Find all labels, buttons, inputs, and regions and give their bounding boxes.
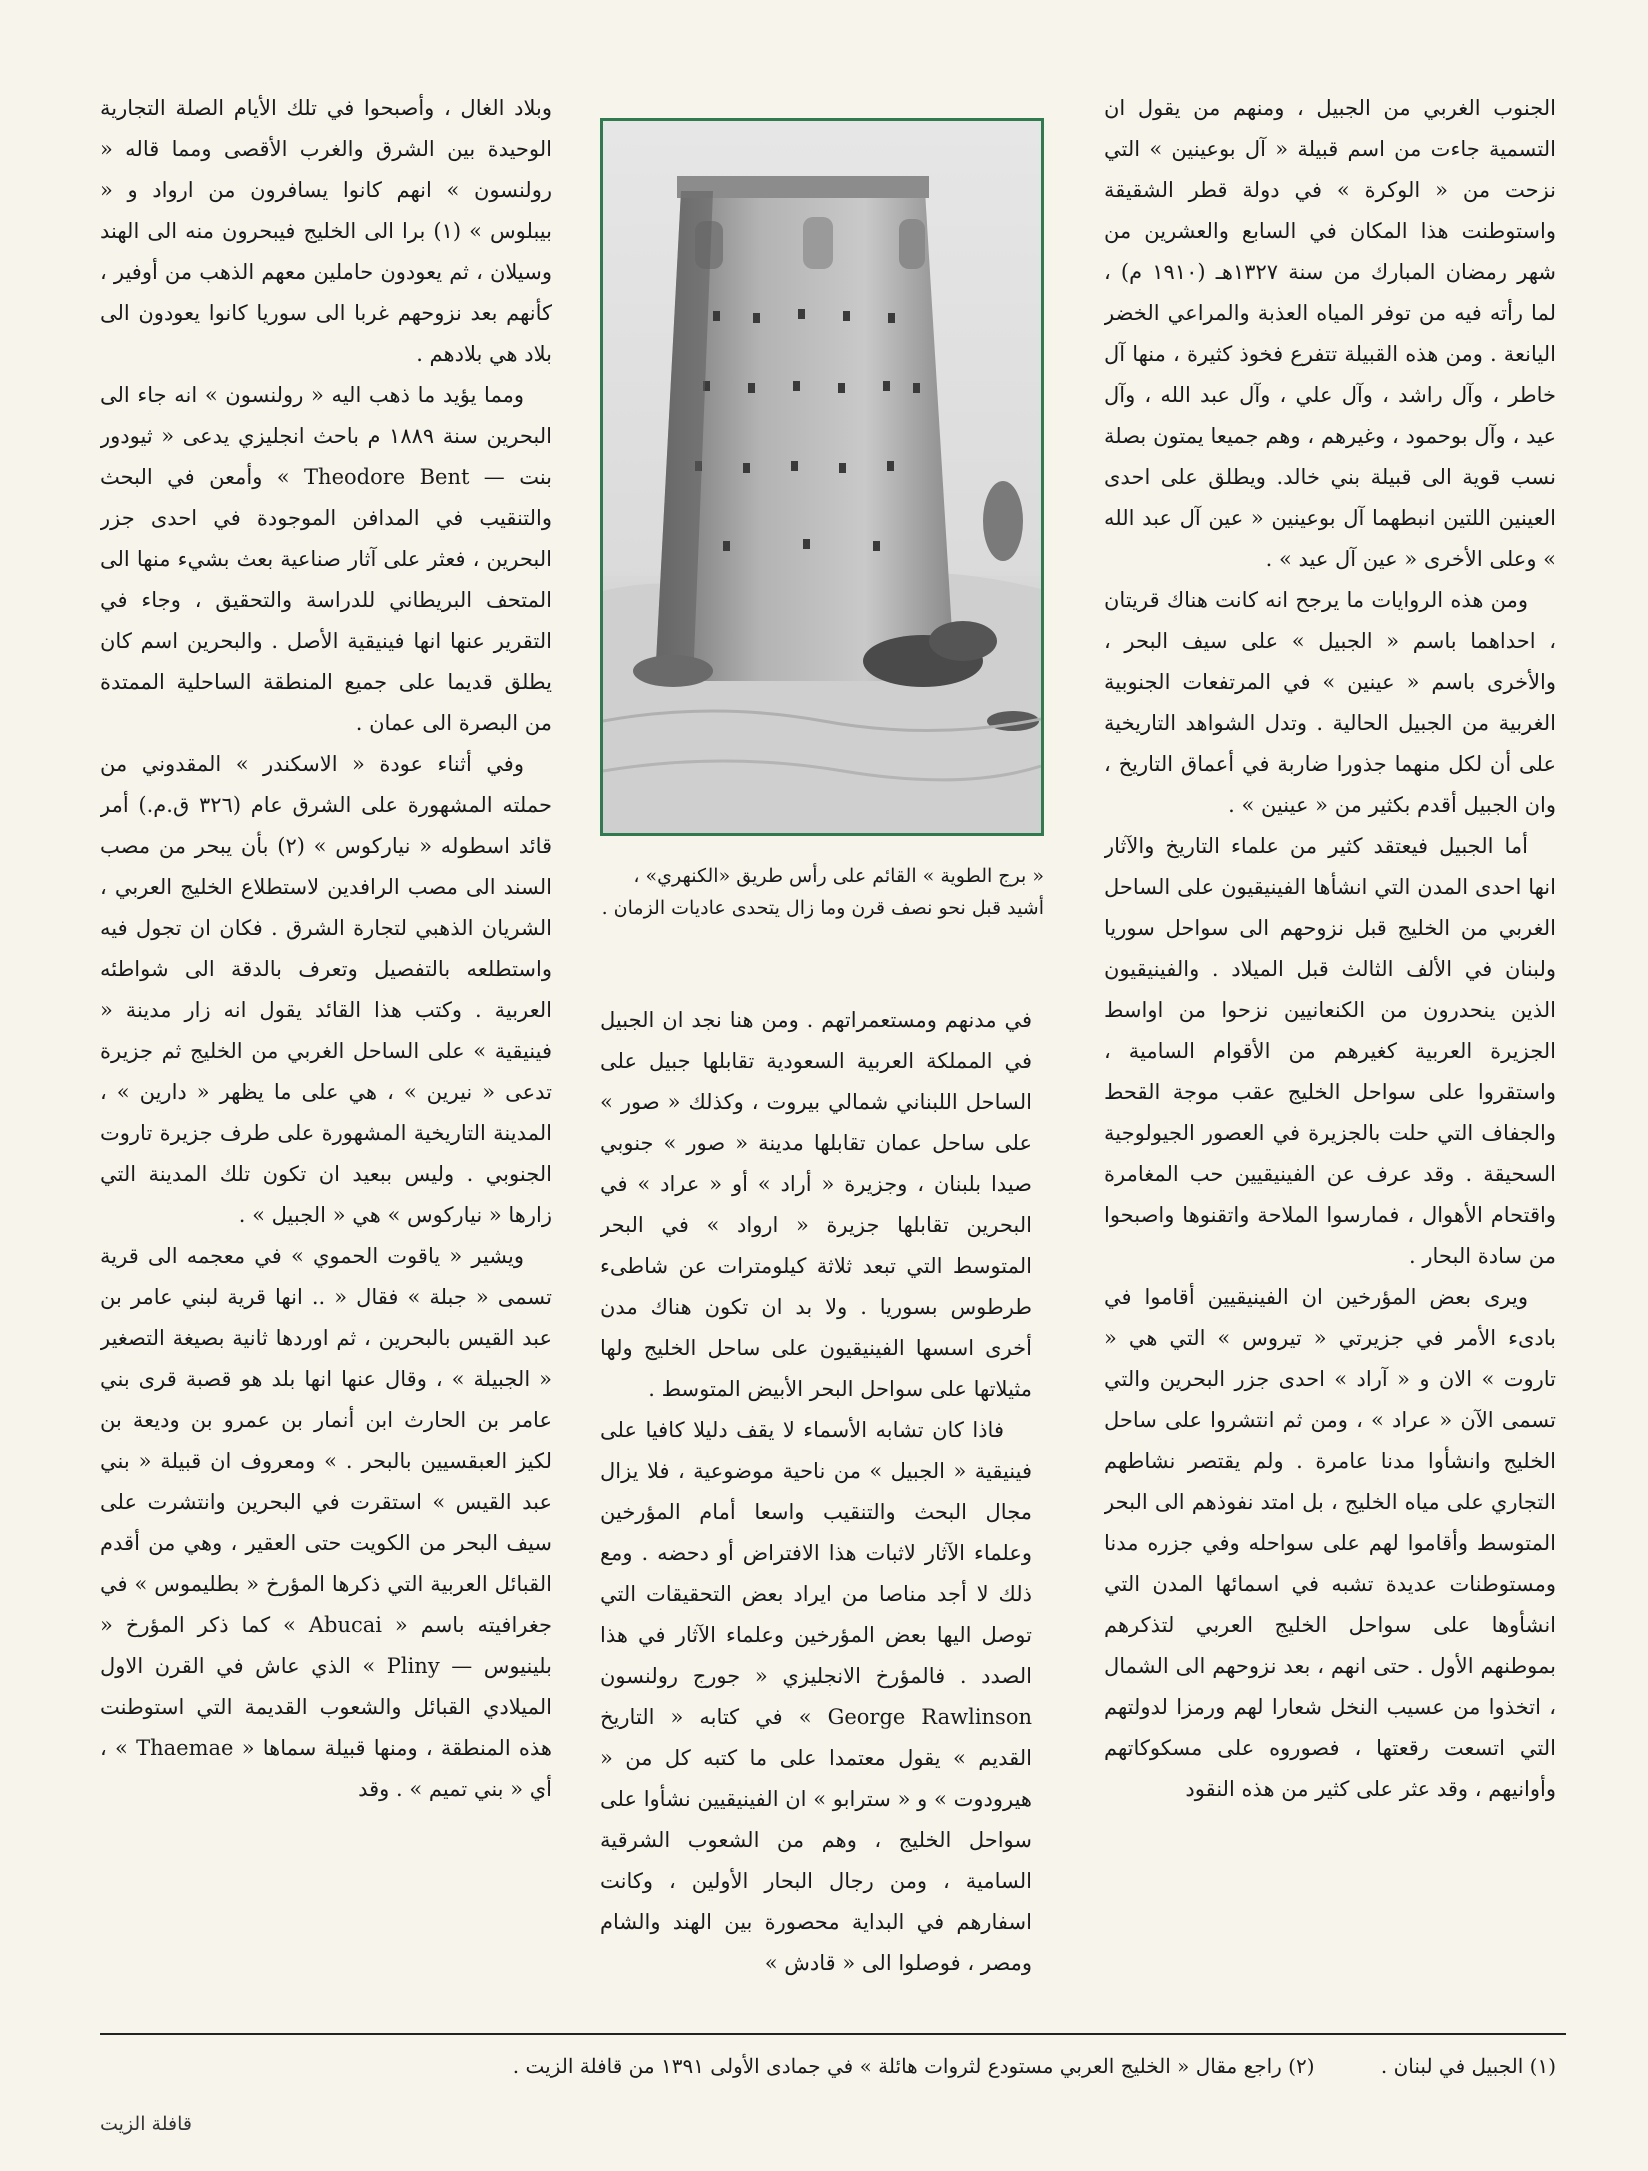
magazine-name: قافلة الزيت <box>100 2113 192 2135</box>
paragraph: وبلاد الغال ، وأصبحوا في تلك الأيام الصلة التجارية الوحيدة بين الشرق والغرب الأقصى ومما قاله « رولنسون » انهم كانوا يسافرون من ارواد و « بيبلوس » (١) برا الى الخليج فيبحرون منه الى الهند وسيلان ، ثم يعودون حاملين معهم الذهب من أوفير ، كأنهم بعد نزوحهم غربا الى سوريا كانوا يعودون الى بلاد هي بلادهم . <box>100 96 552 366</box>
paragraph: ويشير « ياقوت الحموي » في معجمه الى قرية تسمى « جبلة » فقال « .. انها قرية لبني عامر بن عبد القيس بالبحرين ، ثم اوردها ثانية بصيغة التصغير « الجبيلة » ، وقال عنها انها بلد هو قصبة قرى بني عامر بن الحارث ابن أنمار بن عمرو بن وديعة بن لكيز العبقسيين بالبحر . » ومعروف ان قبيلة « بني عبد القيس » استقرت في البحرين وانتشرت على سيف البحر من الكويت حتى العقير ، وهي من أقدم القبائل العربية التي ذكرها المؤرخ « بطليموس » في جغرافيته باسم « Abucai » كما ذكر المؤرخ « بلينيوس — Pliny » الذي عاش في القرن الاول الميلادي القبائل والشعوب القديمة التي استوطنت هذه المنطقة ، ومنها قبيلة سماها « Thaemae » ، أي « بني تميم » . وقد <box>100 1244 552 1801</box>
paragraph: الجنوب الغربي من الجبيل ، ومنهم من يقول ان التسمية جاءت من اسم قبيلة « آل بوعينين » التي نزحت من « الوكرة » في دولة قطر الشقيقة واستوطنت هذا المكان في السابع والعشرين من شهر رمضان المبارك من سنة ١٣٢٧هـ (١٩١٠ م) ، لما رأته فيه من توفر المياه العذبة والمراعي الخضر اليانعة . ومن هذه القبيلة تتفرع فخوذ كثيرة ، منها آل خاطر ، وآل راشد ، وآل علي ، وآل عبد الله ، وآل عيد ، وآل بوحمود ، وغيرهم ، وهم جميعا يمتون بصلة نسب قوية الى قبيلة بني خالد. ويطلق على احدى العينين اللتين انبطهما آل بوعينين « عين آل عبد الله » وعلى الأخرى « عين آل عيد » . <box>1104 96 1556 571</box>
paragraph: ومما يؤيد ما ذهب اليه « رولنسون » انه جاء الى البحرين سنة ١٨٨٩ م باحث انجليزي يدعى « ثيودور بنت — Theodore Bent » وأمعن في البحث والتنقيب في المدافن الموجودة في احدى جزر البحرين ، فعثر على آثار صناعية بعث بشيء منها الى المتحف البريطاني للدراسة والتحقيق ، وجاء في التقرير عنها انها فينيقية الأصل . والبحرين اسم كان يطلق قديما على جميع المنطقة الساحلية الممتدة من البصرة الى عمان . <box>100 383 552 735</box>
text-column-left <box>100 88 552 2023</box>
paragraph: ومن هذه الروايات ما يرجح انه كانت هناك قريتان ، احداهما باسم « الجبيل » على سيف البحر ، والأخرى باسم « عينين » في المرتفعات الجنوبية الغربية من الجبيل الحالية . وتدل الشواهد التاريخية على أن لكل منهما جذورا ضاربة في أعماق التاريخ ، وان الجبيل أقدم بكثير من « عينين » . <box>1104 588 1556 817</box>
paragraph: ويرى بعض المؤرخين ان الفينيقيين أقاموا في بادىء الأمر في جزيرتي « تيروس » التي هي « تاروت » الان و « آراد » احدى جزر البحرين والتي تسمى الآن « عراد » ، ومن ثم انتشروا على ساحل الخليج وانشأوا مدنا عامرة . ولم يقتصر نشاطهم التجاري على مياه الخليج ، بل امتد نفوذهم الى البحر المتوسط وأقاموا لهم على سواحله وفي جزره مدنا ومستوطنات عديدة تشبه في اسمائها المدن التي انشأوها على سواحل الخليج العربي لتذكرهم بموطنهم الأول . حتى انهم ، بعد نزوحهم الى الشمال ، اتخذوا من عسيب النخل شعارا لهم ورمزا لدولتهم التي اتسعت رقعتها ، فصوروه على مسكوكاتهم وأوانيهم ، وقد عثر على كثير من هذه النقود <box>1104 1285 1556 1801</box>
paragraph: أما الجبيل فيعتقد كثير من علماء التاريخ والآثار انها احدى المدن التي انشأها الفينيقيون على الساحل الغربي من الخليج قبل نزوحهم الى سواحل سوريا ولبنان في الألف الثالث قبل الميلاد . والفينيقيون الذين ينحدرون من الكنعانيين نزحوا من اواسط الجزيرة العربية كغيرهم من الأقوام السامية ، واستقروا على سواحل الخليج عقب موجة القحط والجفاف التي حلت بالجزيرة في العصور الجيولوجية السحيقة . وقد عرف عن الفينيقيين حب المغامرة واقتحام الأهوال ، فمارسوا الملاحة واتقنوها واصبحوا من سادة البحار . <box>1104 834 1556 1268</box>
footnote-1: (١) الجبيل في لبنان . <box>1380 2054 1556 2078</box>
photo-caption: « برج الطوية » القائم على رأس طريق «الكنهري» ، أشيد قبل نحو نصف قرن وما زال يتحدى عاديات الزمان . <box>601 865 1044 919</box>
tower-photo <box>600 118 1044 836</box>
footnote-2: (٢) راجع مقال « الخليج العربي مستودع لثروات هائلة » في جمادى الأولى ١٣٩١ من قافلة الزيت . <box>512 2054 1315 2078</box>
paragraph: فاذا كان تشابه الأسماء لا يقف دليلا كافيا على فينيقية « الجبيل » من ناحية موضوعية ، فلا يزال مجال البحث والتنقيب واسعا أمام المؤرخين وعلماء الآثار لاثبات هذا الافتراض أو دحضه . ومع ذلك لا أجد مناصا من ايراد بعض التحقيقات التي توصل اليها بعض المؤرخين وعلماء الآثار في هذا الصدد . فالمؤرخ الانجليزي « جورج رولنسون George Rawlinson » في كتابه « التاريخ القديم » يقول معتمدا على ما كتبه كل من « هيرودوت » و « سترابو » ان الفينيقيين نشأوا على سواحل الخليج ، وهم من الشعوب الشرقية السامية ، ومن رجال البحار الأولين ، وكانت اسفارهم في البداية محصورة بين الهند والشام ومصر ، فوصلوا الى « قادش » <box>600 1418 1032 1975</box>
tower-illustration <box>603 121 1041 833</box>
text-column-right <box>1104 88 1556 2023</box>
text-column-middle <box>600 1000 1032 2023</box>
footnote-divider <box>100 2033 1566 2035</box>
paragraph: في مدنهم ومستعمراتهم . ومن هنا نجد ان الجبيل في المملكة العربية السعودية تقابلها جبيل على الساحل اللبناني شمالي بيروت ، وكذلك « صور » على ساحل عمان تقابلها مدينة « صور » جنوبي صيدا بلبنان ، وجزيرة « أراد » أو « عراد » في البحرين تقابلها جزيرة « ارواد » في البحر المتوسط التي تبعد ثلاثة كيلومترات عن شاطىء طرطوس بسوريا . ولا بد ان تكون هناك مدن أخرى اسسها الفينيقيون على ساحل الخليج ولها مثيلاتها على سواحل البحر الأبيض المتوسط . <box>600 1008 1032 1401</box>
footnotes <box>156 2050 1556 2090</box>
paragraph: وفي أثناء عودة « الاسكندر » المقدوني من حملته المشهورة على الشرق عام (٣٢٦ ق.م.) أمر قائد اسطوله « نياركوس » (٢) بأن يبحر من مصب السند الى مصب الرافدين لاستطلاع الخليج العربي ، الشريان الذهبي لتجارة الشرق . فكان ان تجول فيه واستطلعه بالتفصيل وتعرف بالدقة الى شواطئه العربية . وكتب هذا القائد يقول انه زار مدينة « فينيقية » على الساحل الغربي من الخليج ثم جزيرة تدعى « نيرين » ، هي على ما يظهر « دارين » ، المدينة التاريخية المشهورة على طرف جزيرة تاروت الجنوبي . وليس ببعيد ان تكون تلك المدينة التي زارها « نياركوس » هي « الجبيل » . <box>100 752 552 1227</box>
